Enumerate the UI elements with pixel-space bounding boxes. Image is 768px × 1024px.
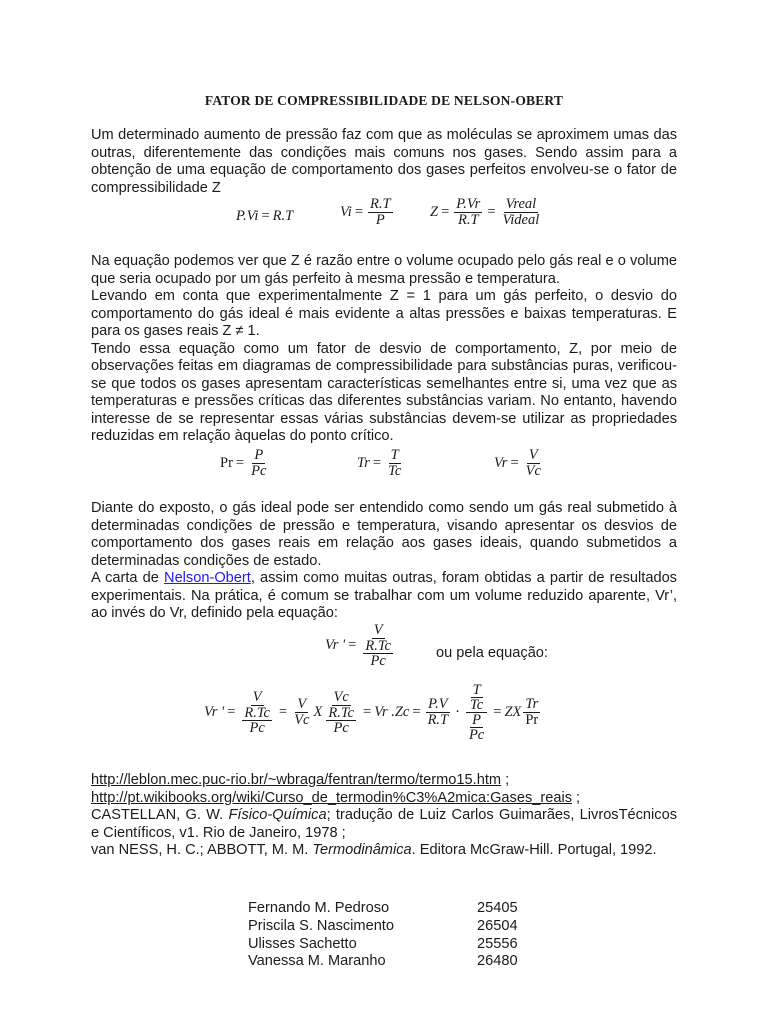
reference-3 <box>91 807 677 842</box>
para-z-ratio: Na equação podemos ver que Z é razão entre o volume ocupado pelo gás real e o volume que seria ocupado por um gás perfeito à mesma pressão e temperatura. <box>91 253 677 287</box>
equation-compressibility: Z = $\frac{P.Vr}{R.T}$ = $\frac{\text{Vreal}}{\text{Videal}}$ <box>430 196 540 228</box>
para-reduced-properties: Tendo essa equação como um fator de desvio de comportamento, Z, por meio de observações feitas em diagramas de compressibilidade para substâncias puras, verificou-se que todos os gases apresentam características semelhantes entre si, uma vez que as temperaturas e pressões críticas das diferentes substâncias variam. No entanto, havendo interesse de se representar essas várias substâncias devem-se utilizar as propriedades reduzidas em relação àquelas do ponto crítico. <box>91 340 677 444</box>
author-row <box>248 918 518 936</box>
reference-1 <box>91 772 677 790</box>
reference-author: CASTELLAN, G. W. <box>91 807 229 823</box>
reference-title: Físico-Química <box>228 807 327 823</box>
author-name: Priscila S. Nascimento <box>248 917 394 934</box>
author-name: Ulisses Sachetto <box>248 935 357 952</box>
references <box>91 772 677 860</box>
author-name: Fernando M. Pedroso <box>248 900 390 916</box>
reference-author: van NESS, H. C.; ABBOTT, M. M. <box>91 842 313 858</box>
equation-reduced-temperature: Tr = $\frac{T}{Tc}$ <box>357 447 402 479</box>
author-id: 26504 <box>477 917 518 934</box>
reference-separator: ; <box>501 772 510 788</box>
author-id: 25556 <box>477 935 518 952</box>
author-row <box>248 953 518 971</box>
carta-pre-text: A carta de <box>91 570 165 586</box>
reference-link-wikibooks[interactable]: http://pt.wikibooks.org/wiki/Curso_de_termodin%C3%A2mica:Gases_reais <box>91 789 572 806</box>
equation-apparent-reduced-volume-expanded: Vr ' = $\frac{V}{\frac{R.Tc}{Pc}}$ = $\frac{V}{Vc}$ X $\frac{Vc}{\frac{R.Tc}{Pc}}$ = Vr .Zc = $\frac{P.V}{R.T}$ · $\frac{\frac{T}{Tc}}{\frac{P}{Pc}}$ = ZX $\frac{Tr}{Pr}$ <box>204 682 539 743</box>
body-paragraph-3 <box>91 500 677 623</box>
author-list <box>248 900 518 971</box>
equation-ideal-volume: Vi = $\frac{R.T}{P}$ <box>340 196 391 228</box>
reference-link-puc-rio[interactable]: http://leblon.mec.puc-rio.br/~wbraga/fentran/termo/termo15.htm <box>91 772 502 788</box>
reference-4 <box>91 842 677 860</box>
equation-reduced-volume: Vr = $\frac{V}{Vc}$ <box>494 447 541 479</box>
intro-paragraph <box>91 127 677 197</box>
body-paragraph-2 <box>91 253 677 446</box>
equation-apparent-reduced-volume: Vr ' = $\frac{V}{\frac{R.Tc}{Pc}}$ <box>325 622 391 669</box>
para-nelson-obert-chart <box>91 570 677 623</box>
reference-details: ; tradução de Luiz Carlos Guimarães, LivrosTécnicos e Científicos, v1. Rio de Janeiro, 1978 ; <box>91 807 677 841</box>
author-row <box>248 936 518 954</box>
reference-details: . Editora McGraw-Hill. Portugal, 1992. <box>411 842 657 858</box>
intro-text: Um determinado aumento de pressão faz com que as moléculas se aproximem umas das outras, diferentemente das condições mais comuns nos gases. Sendo assim para a obtenção de uma equação de comportamento dos gases perfeitos envolveu-se o fator de compressibilidade Z <box>91 127 677 196</box>
author-name: Vanessa M. Maranho <box>248 953 386 970</box>
author-id: 25405 <box>477 900 518 916</box>
reference-title: Termodinâmica <box>312 842 412 858</box>
author-row <box>248 900 518 918</box>
para-z-deviation: Levando em conta que experimentalmente Z = 1 para um gás perfeito, o desvio do comportamento do gás ideal é mais evidente a altas pressões e baixas temperaturas. E para os gases reais Z ≠ 1. <box>91 288 677 339</box>
page-title: FATOR DE COMPRESSIBILIDADE DE NELSON-OBERT <box>204 93 564 108</box>
reference-2 <box>91 790 677 808</box>
author-id: 26480 <box>477 953 518 970</box>
carta-post-text: , assim como muitas outras, foram obtidas a partir de resultados experimentais. Na prática, é comum se trabalhar com um volume reduzido aparente, Vr’, ao invés do Vr, definido pela equação: <box>91 570 677 621</box>
alternative-equation-label: ou pela equação: <box>436 645 548 661</box>
equation-ideal-gas: P.Vi = R.T <box>236 208 294 224</box>
nelson-obert-link[interactable]: Nelson-Obert <box>164 570 251 586</box>
equation-reduced-pressure: Pr = $\frac{P}{Pc}$ <box>220 447 267 479</box>
reference-separator: ; <box>572 789 581 806</box>
para-ideal-gas-understanding: Diante do exposto, o gás ideal pode ser entendido como sendo um gás real submetido à determinadas condições de pressão e temperatura, visando apresentar os desvios de comportamento dos gases reais em relação aos gases ideais, quando submetidos a determinadas condições de estado. <box>91 500 677 569</box>
